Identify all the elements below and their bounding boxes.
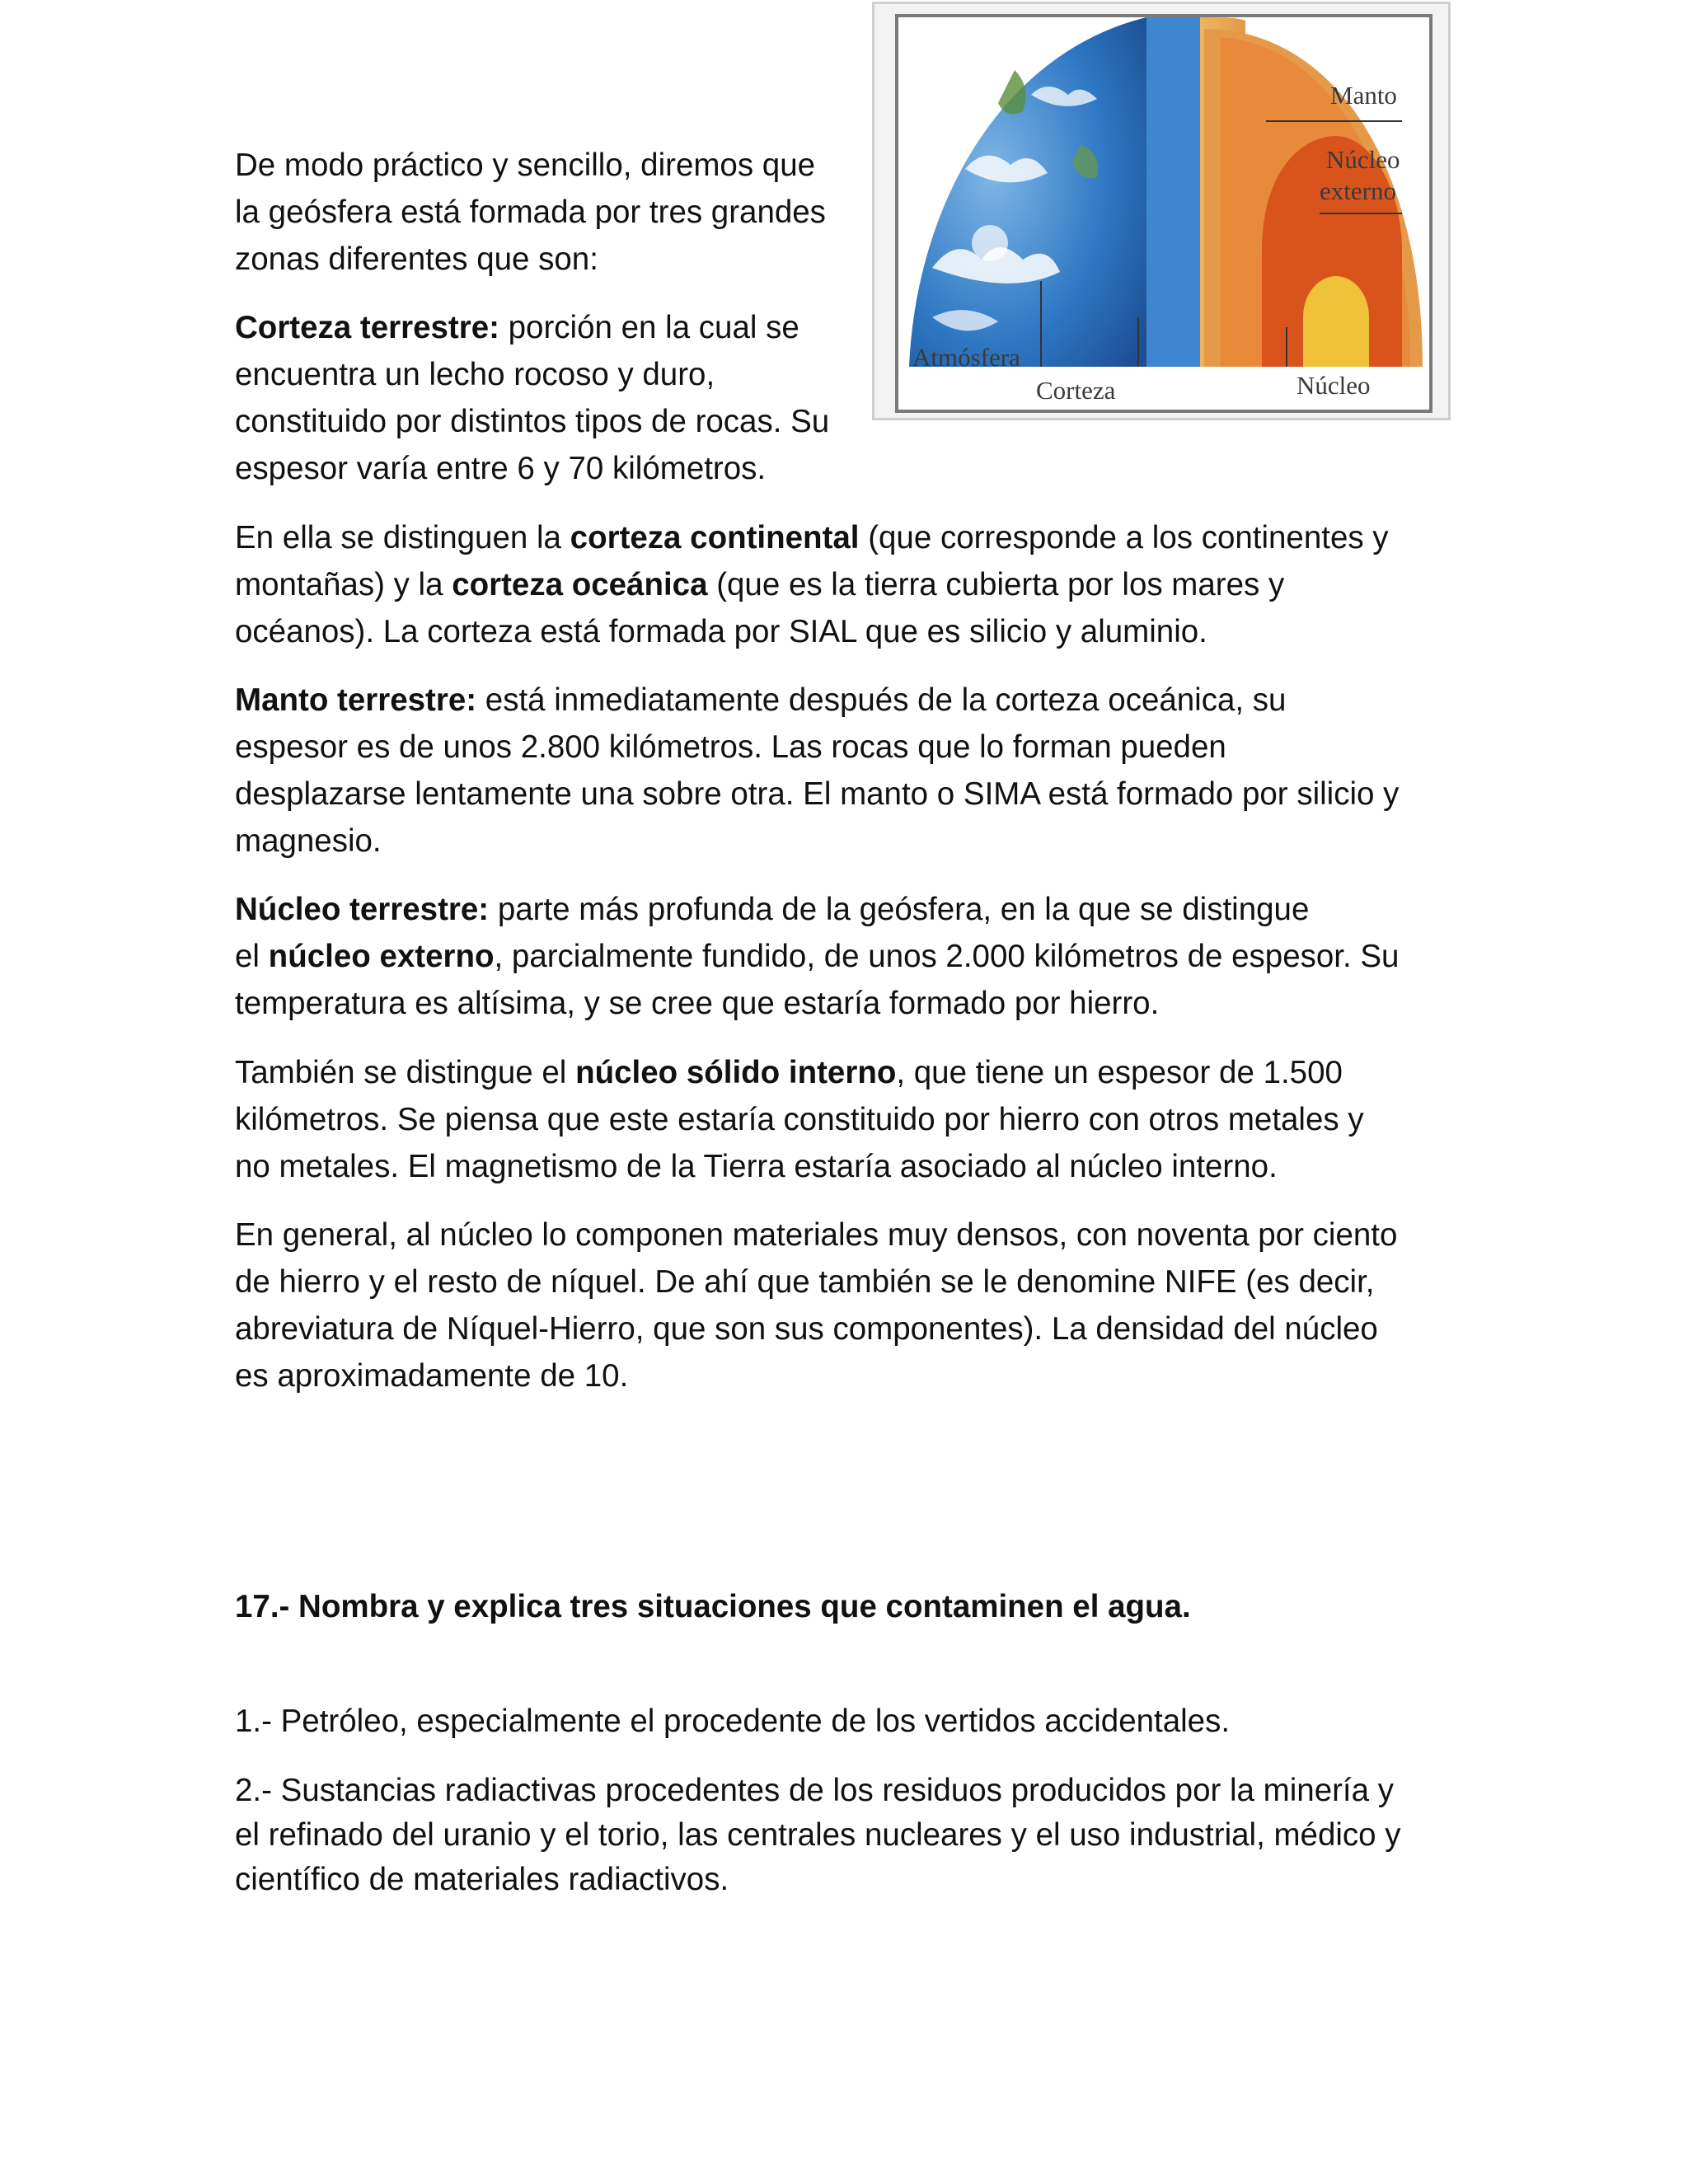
general-line: abreviatura de Níquel-Hierro, que son sus componentes). La densidad del núcleo	[235, 1311, 1378, 1347]
text-run: océanos). La corteza está formada por SIAL que es silicio y aluminio.	[235, 614, 1207, 649]
nucleo-interno-line: kilómetros. Se piensa que este estaría constituido por hierro con otros metales y	[235, 1102, 1364, 1137]
manto-line: espesor es de unos 2.800 kilómetros. Las rocas que lo forman pueden	[235, 729, 1226, 765]
answer-item-2-line: científico de materiales radiactivos.	[235, 1862, 729, 1897]
text-run: , parcialmente fundido, de unos 2.000 kilómetros de espesor. Su	[494, 939, 1400, 974]
question-17-heading	[235, 1583, 1471, 1630]
general-paragraph	[235, 1212, 1471, 1399]
label-atmosfera: Atmósfera	[912, 343, 1020, 372]
text-run: En ella se distinguen la	[235, 520, 570, 555]
answer-item-2	[235, 1769, 1471, 1902]
text-run: montañas) y la	[235, 567, 452, 602]
intro-paragraph	[235, 142, 861, 283]
text-run: (que corresponde a los continentes y	[859, 520, 1389, 555]
corteza-line: encuentra un lecho rocoso y duro,	[235, 357, 715, 392]
manto-line: está inmediatamente después de la corteza oceánica, su	[476, 682, 1287, 718]
nucleo-line: temperatura es altísima, y se cree que estaría formado por hierro.	[235, 986, 1160, 1021]
text-run: También se distingue el	[235, 1055, 576, 1090]
corteza-line: espesor varía entre 6 y 70 kilómetros.	[235, 451, 767, 486]
inner-core-shape	[1303, 276, 1369, 367]
nucleo-term: Núcleo terrestre:	[235, 892, 490, 927]
corteza-continental-term: corteza continental	[570, 520, 860, 555]
corteza-paragraph	[235, 304, 861, 492]
nucleo-externo-term: núcleo externo	[268, 939, 495, 974]
label-nucleo-externo-1: Núcleo	[1326, 145, 1400, 174]
manto-paragraph	[235, 677, 1471, 865]
intro-line: zonas diferentes que son:	[235, 241, 598, 277]
answer-item-1-text: 1.- Petróleo, especialmente el procedente de los vertidos accidentales.	[235, 1704, 1231, 1739]
general-line: es aproximadamente de 10.	[235, 1358, 629, 1394]
general-line: En general, al núcleo lo componen materiales muy densos, con noventa por ciento	[235, 1217, 1398, 1253]
nucleo-line: parte más profunda de la geósfera, en la que se distingue	[489, 892, 1310, 927]
manto-line: desplazarse lentamente una sobre otra. El manto o SIMA está formado por silicio y	[235, 776, 1400, 812]
corteza-oceanica-term: corteza oceánica	[452, 567, 708, 602]
corteza-line: constituido por distintos tipos de rocas. Su	[235, 404, 830, 439]
corteza-line: porción en la cual se	[499, 310, 799, 345]
answer-item-2-line: el refinado del uranio y el torio, las centrales nucleares y el uso industrial, médico y	[235, 1817, 1401, 1853]
nucleo-interno-term: núcleo sólido interno	[575, 1055, 897, 1090]
nucleo-interno-line: no metales. El magnetismo de la Tierra estaría asociado al núcleo interno.	[235, 1149, 1278, 1184]
label-nucleo: Núcleo	[1296, 371, 1371, 400]
earth-layers-figure	[872, 2, 1451, 420]
label-manto: Manto	[1330, 81, 1397, 110]
nucleo-interno-paragraph	[235, 1049, 1471, 1190]
answer-item-2-line: 2.- Sustancias radiactivas procedentes de los residuos producidos por la minería y	[235, 1773, 1394, 1808]
intro-line: De modo práctico y sencillo, diremos que	[235, 148, 816, 183]
manto-term: Manto terrestre:	[235, 682, 477, 718]
text-run: el	[235, 939, 269, 974]
intro-line: la geósfera está formada por tres grandes	[235, 194, 826, 230]
label-corteza: Corteza	[1036, 376, 1116, 405]
label-nucleo-externo-2: externo	[1320, 176, 1396, 205]
general-line: de hierro y el resto de níquel. De ahí que también se le denomine NIFE (es decir,	[235, 1264, 1375, 1300]
nucleo-paragraph	[235, 886, 1471, 1027]
corteza-term: Corteza terrestre:	[235, 310, 499, 345]
corteza-tipos-paragraph	[235, 514, 1471, 655]
manto-line: magnesio.	[235, 823, 382, 859]
text-run: , que tiene un espesor de 1.500	[896, 1055, 1343, 1090]
text-run: (que es la tierra cubierta por los mares y	[707, 567, 1285, 602]
question-17-heading-text: 17.- Nombra y explica tres situaciones que contaminen el agua.	[235, 1589, 1191, 1624]
answer-item-1	[235, 1698, 1471, 1745]
